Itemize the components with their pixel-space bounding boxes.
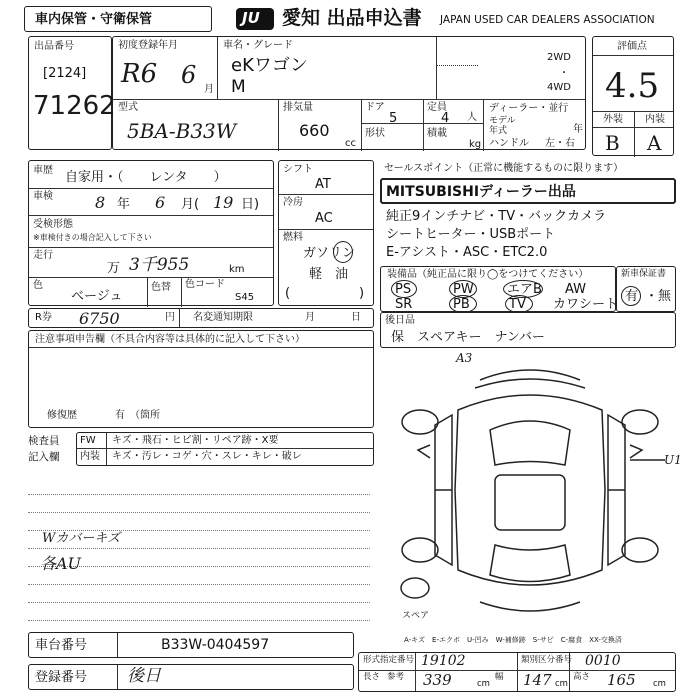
- fuel-paren-close: ): [359, 286, 365, 301]
- later-docs-box: 後日品 保 スペアキー ナンバー: [380, 312, 676, 348]
- exterior-grade: B: [605, 131, 620, 155]
- fuel-paren-open: (: [285, 286, 291, 301]
- registration-number-value: 後日: [127, 666, 161, 686]
- warranty-circle: [621, 286, 641, 306]
- grade-score: 4.5: [605, 66, 660, 106]
- association-name: JAPAN USED CAR DEALERS ASSOCIATION: [440, 14, 655, 26]
- model-name: eKワゴン: [231, 55, 308, 76]
- grade-box: 評価点 4.5 外装 内装 B A: [592, 36, 674, 156]
- recycle-value: 6750: [79, 309, 120, 328]
- warranty-box: 新車保証書 有 ・無: [616, 266, 676, 312]
- chassis-box: 車台番号 B33W-0404597: [28, 632, 354, 658]
- spec-box: 形式指定番号 19102 類別区分番号 0010 長さ 参考 339 cm 幅 147 cm 高さ 165 cm: [358, 652, 676, 692]
- drive-separator: ・: [559, 68, 569, 79]
- type-code: 5BA-B33W: [127, 119, 237, 143]
- dealer-badge: MITSUBISHIディーラー出品: [380, 178, 676, 204]
- lot-number: 71262: [33, 91, 116, 121]
- storage-label: 車内保管・守衛保管: [35, 12, 153, 27]
- form-title: 愛知 出品申込書: [282, 7, 422, 29]
- registration-number-box: 登録番号 後日: [28, 664, 354, 690]
- ju-logo: JU: [236, 8, 274, 30]
- history-box: 車歴 自家用・（ レンタ ） 車検 8 年 6 月( 19 日) 受検形態 ※車検付きの場合記入して下さい 走行 万 3千955 km 色 ベージュ 色替 色コード S45: [28, 160, 274, 306]
- fuel-circle-mark: [333, 241, 353, 263]
- mileage-value: 3千955: [129, 255, 190, 275]
- damage-mark-u1: U1: [664, 453, 682, 467]
- handwritten-note-2: 各AU: [40, 554, 82, 573]
- car-damage-diagram: [380, 350, 680, 630]
- equipment-box: 装備品（純正品に限り◯をつけてください） PS PW エアB AW SR PB TV カワシート: [380, 266, 616, 312]
- interior-grade: A: [647, 131, 662, 155]
- inspector-area: 検査員 記入欄 FW キズ・飛石・ヒビ割・リペア跡・X要 内装 キズ・汚レ・コゲ・穴・スレ・キレ・破レ: [28, 432, 374, 466]
- storage-label-box: [24, 6, 212, 32]
- damage-mark-a3: A3: [456, 351, 473, 365]
- registration-month: 6: [181, 61, 197, 89]
- spare-label: スペア: [402, 611, 430, 621]
- ps-circle: [391, 280, 417, 298]
- notes-box: 注意事項申告欄（不具合内容等は具体的に記入して下さい） 修復歴 有 （箇所: [28, 330, 374, 428]
- displacement-value: 660: [299, 121, 330, 140]
- damage-legend: A-キズ E-エクボ U-凹み W-補修跡 S-サビ C-腐食 XX-交換済: [404, 636, 622, 644]
- tv-circle: [505, 295, 533, 313]
- registration-year: R6: [121, 59, 158, 89]
- pb-circle: [449, 295, 477, 313]
- shift-fuel-box: シフト AT 冷房 AC 燃料 ガソリン 軽 油 ( ): [278, 160, 374, 306]
- handwritten-note-1: Wカバーキズ: [42, 531, 121, 546]
- vehicle-info-box: 初度登録年月 R6 6 月 車名・グレード eKワゴン M 2WD ・ 4WD 型式 5BA-B33W 排気量 660 cc ドア 5 定員 4 人 形状 積載 kg ディーラー・並行 モデル 年式 年 ハンドル 左・右: [112, 36, 586, 150]
- lot-box: 出品番号 [2124] 71262: [28, 36, 112, 150]
- chassis-number: B33W-0404597: [161, 637, 270, 653]
- model-grade: M: [231, 77, 246, 97]
- selling-points-area: セールスポイント（正常に機能するものに限ります） MITSUBISHIディーラー出品 純正9インチナビ・TV・バックカメラ シートヒーター・USBポート E-アシスト・ASC・ETC2.0: [380, 160, 676, 266]
- recycle-box: R券 6750 円 名変通知期限 月 日: [28, 308, 374, 328]
